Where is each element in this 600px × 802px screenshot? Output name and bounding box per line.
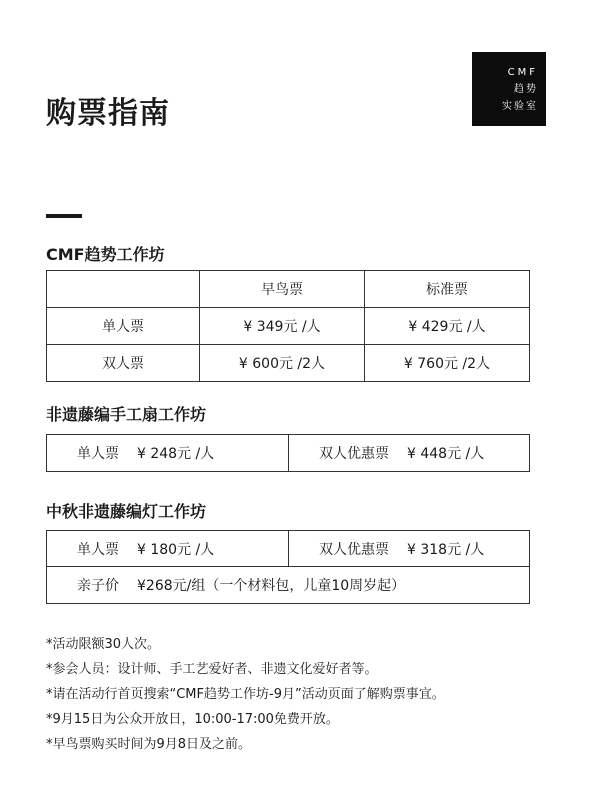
double-ticket-price: ¥ 318元 /人 bbox=[407, 541, 485, 558]
price-cell: ¥ 760元 /2人 bbox=[364, 345, 529, 382]
double-ticket-label: 双人优惠票 bbox=[319, 541, 389, 558]
table-header-cell: 标准票 bbox=[364, 271, 529, 308]
single-ticket-label: 单人票 bbox=[77, 541, 119, 558]
table-header-row bbox=[47, 271, 530, 308]
lantern-price-box bbox=[46, 530, 530, 567]
logo-line-3: 实验室 bbox=[502, 100, 538, 112]
brand-logo bbox=[472, 52, 546, 126]
family-ticket-price: ¥268元/组（一个材料包，儿童10周岁起） bbox=[137, 578, 406, 594]
table-row bbox=[47, 345, 530, 382]
note-item: *请在活动行首页搜索“CMF趋势工作坊-9月”活动页面了解购票事宜。 bbox=[46, 687, 445, 702]
family-ticket-label: 亲子价 bbox=[77, 578, 119, 594]
note-item: *活动限额30人次。 bbox=[46, 637, 161, 652]
double-ticket-price: ¥ 448元 /人 bbox=[407, 446, 485, 462]
single-ticket-price: ¥ 248元 /人 bbox=[137, 446, 215, 462]
note-item: *参会人员：设计师、手工艺爱好者、非遗文化爱好者等。 bbox=[46, 662, 378, 677]
single-ticket-cell bbox=[47, 531, 288, 566]
row-label: 单人票 bbox=[47, 308, 200, 345]
row-label: 双人票 bbox=[47, 345, 200, 382]
note-item: *9月15日为公众开放日，10:00-17:00免费开放。 bbox=[46, 712, 339, 727]
section-title-fan-workshop: 非遗藤编手工扇工作坊 bbox=[46, 405, 207, 424]
price-cell: ¥ 349元 /人 bbox=[199, 308, 364, 345]
page-title: 购票指南 bbox=[46, 96, 170, 131]
notes-list bbox=[46, 632, 445, 757]
note-item: *早鸟票购买时间为9月8日及之前。 bbox=[46, 737, 252, 752]
family-price-box bbox=[46, 566, 530, 604]
cmf-price-table bbox=[46, 270, 530, 382]
price-cell: ¥ 429元 /人 bbox=[364, 308, 529, 345]
single-ticket-cell bbox=[47, 435, 288, 471]
logo-line-1: CMF bbox=[507, 66, 538, 78]
table-row bbox=[47, 308, 530, 345]
double-ticket-label: 双人优惠票 bbox=[319, 446, 389, 462]
section-title-cmf-workshop: CMF趋势工作坊 bbox=[46, 245, 165, 264]
double-ticket-cell bbox=[288, 531, 529, 566]
double-ticket-cell bbox=[288, 435, 529, 471]
single-ticket-price: ¥ 180元 /人 bbox=[137, 541, 215, 558]
price-cell: ¥ 600元 /2人 bbox=[199, 345, 364, 382]
single-ticket-label: 单人票 bbox=[77, 446, 119, 462]
logo-line-2: 趋势 bbox=[514, 83, 538, 95]
table-header-cell bbox=[47, 271, 200, 308]
title-divider bbox=[46, 214, 82, 218]
table-header-cell: 早鸟票 bbox=[199, 271, 364, 308]
section-title-lantern-workshop: 中秋非遗藤编灯工作坊 bbox=[46, 502, 207, 521]
fan-price-box bbox=[46, 434, 530, 472]
